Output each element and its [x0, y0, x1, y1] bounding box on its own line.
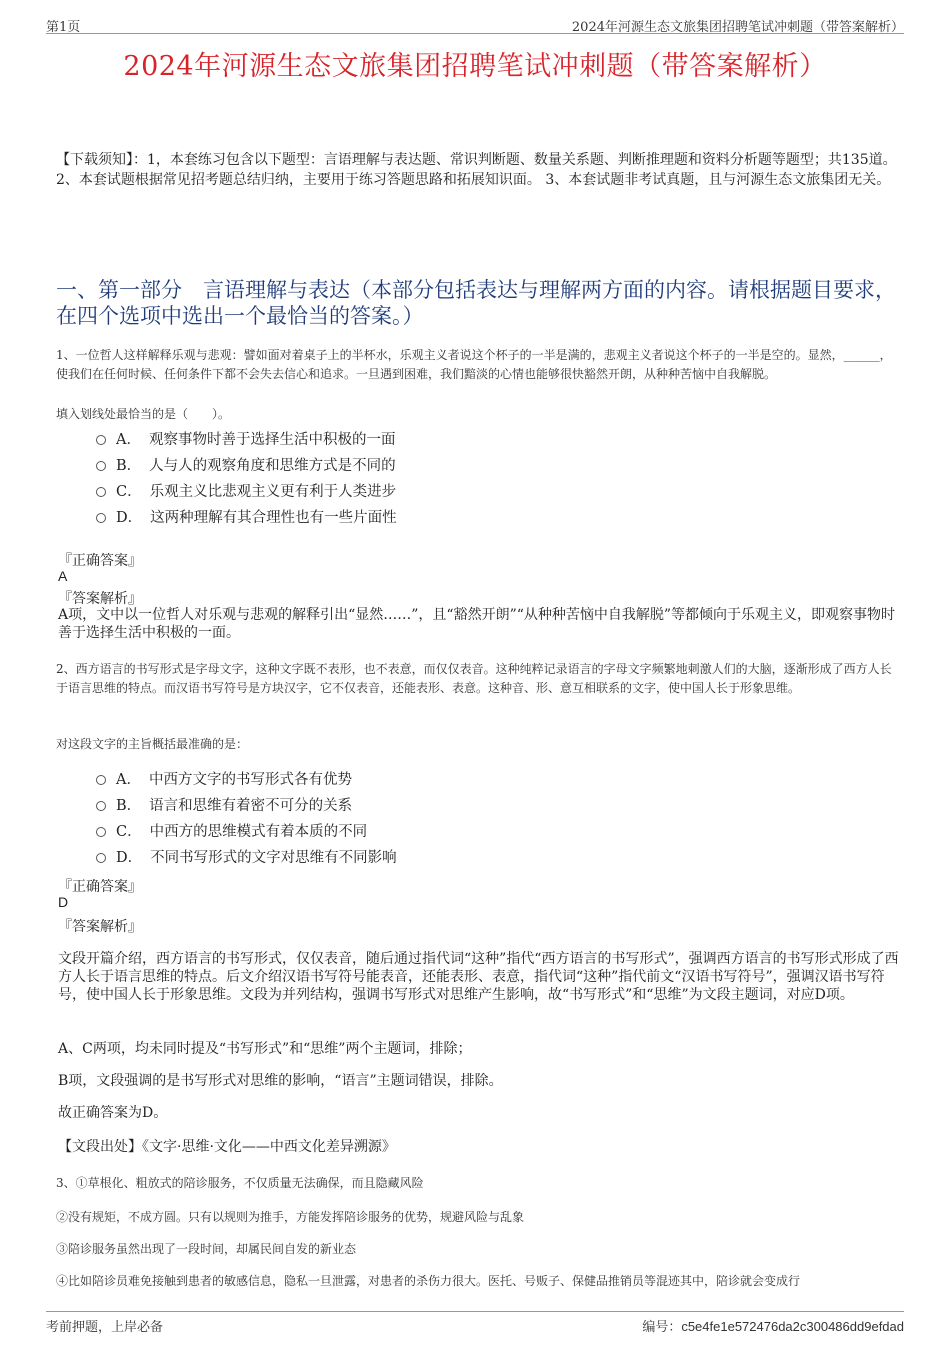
question-2-analysis-p4: 故正确答案为D。 — [58, 1105, 168, 1121]
question-1-analysis-label: 『答案解析』 — [58, 591, 142, 607]
radio-icon[interactable] — [96, 801, 106, 811]
document-title: 2024年河源生态文旅集团招聘笔试冲刺题（带答案解析） — [123, 51, 827, 82]
question-2-text: 2、西方语言的书写形式是字母文字，这种文字既不表形，也不表意，而仅仅表音。这种纯粹记录语言的字母文字频繁地刺激人们的大脑，逐渐形成了西方人长于语言思维的特点。而汉语书写符号是方块汉字，它不仅表音，还能表形、表意。这种音、形、意互相联系的文字，使中国人长于形象思维。 — [56, 662, 892, 695]
question-2-option-b[interactable]: B． 语言和思维有着密不可分的关系 — [96, 791, 796, 817]
question-2-options — [96, 765, 796, 869]
radio-icon[interactable] — [96, 435, 106, 445]
question-1-prompt: 填入划线处最恰当的是（ ）。 — [56, 407, 231, 421]
question-1-text: 1、一位哲人这样解释乐观与悲观：譬如面对着桌子上的半杯水，乐观主义者说这个杯子的一半是满的，悲观主义者说这个杯子的一半是空的。显然，______，使我们在任何时候、任何条件下都不会失去信心和追求。一旦遇到困难，我们黯淡的心情也能够很快豁然开朗，从种种苦恼中自我解脱。 — [56, 348, 892, 381]
question-2-source: 【文段出处】《文字·思维·文化——中西文化差异溯源》 — [58, 1139, 396, 1155]
page-header — [46, 14, 904, 34]
radio-icon[interactable] — [96, 487, 106, 497]
question-1-option-c[interactable]: C． 乐观主义比悲观主义更有利于人类进步 — [96, 477, 796, 503]
question-1-answer-label: 『正确答案』 — [58, 553, 142, 569]
question-1-analysis: A项，文中以一位哲人对乐观与悲观的解释引出“显然……”，且“豁然开朗”“从种种苦恼中自我解脱”等都倾向于乐观主义，即观察事物时善于选择生活中积极的一面。 — [58, 607, 896, 641]
question-3-line-3: ③陪诊服务虽然出现了一段时间，却属民间自发的新业态 — [56, 1242, 357, 1256]
radio-icon[interactable] — [96, 827, 106, 837]
page-footer — [46, 1311, 904, 1335]
radio-icon[interactable] — [96, 853, 106, 863]
footer-code-value: c5e4fe1e572476da2c300486dd9efdad — [681, 1319, 904, 1334]
question-1-answer: A — [58, 568, 68, 584]
footer-slogan: 考前押题，上岸必备 — [46, 1320, 164, 1335]
download-notice: 【下载须知】：1，本套练习包含以下题型：言语理解与表达题、常识判断题、数量关系题、判断推理题和资料分析题等题型；共135道。 2、本套试题根据常见招考题总结归纳，主要用于练习答题思路和拓展知识面。 3、本套试题非考试真题，且与河源生态文旅集团无关。 — [56, 152, 897, 188]
question-1-option-d[interactable]: D． 这两种理解有其合理性也有一些片面性 — [96, 503, 796, 529]
question-3-line-2: ②没有规矩，不成方圆。只有以规则为推手，方能发挥陪诊服务的优势，规避风险与乱象 — [56, 1210, 525, 1224]
question-2-analysis-label: 『答案解析』 — [58, 919, 142, 935]
header-doc-title: 2024年河源生态文旅集团招聘笔试冲刺题（带答案解析） — [571, 20, 904, 35]
section-heading: 一、第一部分 言语理解与表达（本部分包括表达与理解两方面的内容。请根据题目要求，在四个选项中选出一个最恰当的答案。） — [56, 278, 896, 328]
radio-icon[interactable] — [96, 513, 106, 523]
footer-code — [642, 1316, 904, 1335]
radio-icon[interactable] — [96, 461, 106, 471]
question-1-option-a[interactable]: A． 观察事物时善于选择生活中积极的一面 — [96, 425, 796, 451]
question-2-analysis-p1: 文段开篇介绍，西方语言的书写形式，仅仅表音，随后通过指代词“这种”指代“西方语言的书写形式”，强调西方语言的书写形式形成了西方人长于语言思维的特点。后文介绍汉语书写符号能表音，还能表形、表意，指代词“这种”指代前文“汉语书写符号”，强调汉语书写符号，使中国人长于形象思维。文段为并列结构，强调书写形式对思维产生影响，故“书写形式”和“思维”为文段主题词，对应D项。 — [58, 951, 899, 1003]
question-2-answer: D — [58, 894, 69, 910]
question-1-options — [96, 425, 796, 529]
question-2-option-a[interactable]: A． 中西方文字的书写形式各有优势 — [96, 765, 796, 791]
page-number-label: 第1页 — [46, 20, 81, 35]
question-2-option-d[interactable]: D． 不同书写形式的文字对思维有不同影响 — [96, 843, 796, 869]
question-2-analysis-p3: B项，文段强调的是书写形式对思维的影响，“语言”主题词错误，排除。 — [58, 1073, 503, 1089]
radio-icon[interactable] — [96, 775, 106, 785]
question-3-line-4: ④比如陪诊员难免接触到患者的敏感信息，隐私一旦泄露，对患者的杀伤力很大。医托、号贩子、保健品推销员等混迹其中，陪诊就会变成行 — [56, 1274, 801, 1288]
question-2-option-c[interactable]: C． 中西方的思维模式有着本质的不同 — [96, 817, 796, 843]
question-2-analysis-p2: A、C两项，均未同时提及“书写形式”和“思维”两个主题词，排除； — [58, 1041, 472, 1057]
question-3-line-1: 3、①草根化、粗放式的陪诊服务，不仅质量无法确保，而且隐藏风险 — [56, 1176, 424, 1190]
footer-code-label: 编号： — [642, 1320, 682, 1335]
question-2-prompt: 对这段文字的主旨概括最准确的是： — [56, 737, 249, 751]
question-1-option-b[interactable]: B． 人与人的观察角度和思维方式是不同的 — [96, 451, 796, 477]
question-2-answer-label: 『正确答案』 — [58, 879, 142, 895]
